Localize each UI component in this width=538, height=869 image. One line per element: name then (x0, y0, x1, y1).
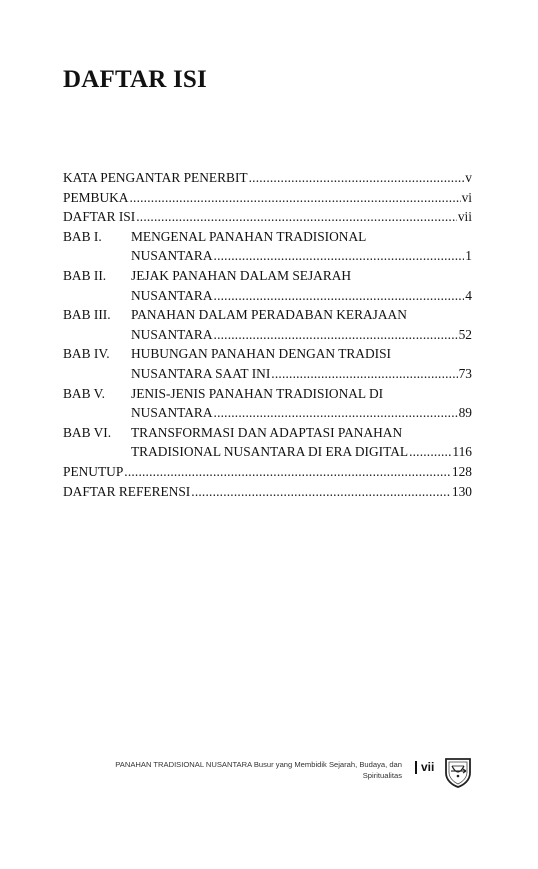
toc-page-number: 128 (451, 463, 472, 479)
table-of-contents (63, 168, 472, 501)
toc-page-number: 89 (458, 405, 472, 421)
chapter-title-line2: NUSANTARA (131, 287, 213, 303)
toc-entry-kata-pengantar[interactable] (63, 168, 472, 188)
archery-shield-icon (443, 756, 473, 788)
toc-entry-bab-2[interactable] (63, 266, 472, 305)
chapter-number: BAB III. (63, 307, 111, 323)
chapter-title-line1: HUBUNGAN PANAHAN DENGAN TRADISI (131, 346, 392, 362)
toc-page-number: v (465, 170, 472, 185)
dot-leader (214, 246, 465, 266)
chapter-number: BAB IV. (63, 346, 110, 362)
chapter-number: BAB V. (63, 385, 105, 401)
chapter-title-line1: JEJAK PANAHAN DALAM SEJARAH (131, 267, 352, 283)
toc-page-number: 4 (465, 287, 472, 303)
toc-entry-bab-6[interactable] (63, 423, 472, 462)
toc-page-number: vi (461, 189, 472, 205)
dot-leader (249, 168, 465, 188)
chapter-title-line2: TRADISIONAL NUSANTARA DI ERA DIGITAL (131, 444, 409, 460)
chapter-title-line1: PANAHAN DALAM PERADABAN KERAJAAN (131, 307, 407, 323)
footer-divider (415, 761, 417, 774)
toc-entry-daftar-referensi[interactable] (63, 482, 472, 502)
dot-leader (214, 286, 465, 306)
chapter-number: BAB VI. (63, 424, 112, 440)
dot-leader (191, 482, 451, 502)
dot-leader (214, 403, 458, 423)
toc-entry-label: PENUTUP (63, 463, 124, 479)
toc-page-number: 116 (452, 444, 472, 460)
toc-entry-bab-4[interactable] (63, 344, 472, 383)
toc-page-number: 73 (458, 365, 472, 381)
toc-entry-penutup[interactable] (63, 462, 472, 482)
toc-page-number: 130 (451, 483, 472, 499)
dot-leader (136, 207, 457, 227)
footer-book-title: PANAHAN TRADISIONAL NUSANTARA Busur yang Membidik Sejarah, Budaya, dan Spiritualitas (115, 760, 402, 780)
dot-leader (271, 364, 457, 384)
footer-page-number: vii (421, 760, 435, 774)
chapter-title-line2: NUSANTARA SAAT INI (131, 365, 271, 381)
chapter-number: BAB I. (63, 228, 102, 244)
chapter-title-line1: TRANSFORMASI DAN ADAPTASI PANAHAN (131, 424, 403, 440)
chapter-title-line1: JENIS-JENIS PANAHAN TRADISIONAL DI (131, 385, 384, 401)
dot-leader (129, 188, 460, 208)
dot-leader (124, 462, 451, 482)
dot-leader (409, 442, 451, 462)
chapter-number: BAB II. (63, 267, 107, 283)
toc-entry-label: KATA PENGANTAR PENERBIT (63, 170, 248, 185)
dot-leader (214, 325, 458, 345)
toc-entry-label: DAFTAR REFERENSI (63, 483, 191, 499)
page-footer (60, 756, 472, 792)
toc-page-number: vii (457, 209, 472, 225)
chapter-title-line1: MENGENAL PANAHAN TRADISIONAL (131, 228, 367, 244)
toc-entry-bab-1[interactable] (63, 227, 472, 266)
page-title: DAFTAR ISI (63, 66, 207, 93)
toc-page-number: 52 (458, 326, 472, 342)
toc-entry-daftar-isi[interactable] (63, 207, 472, 227)
toc-entry-label: PEMBUKA (63, 189, 129, 205)
chapter-title-line2: NUSANTARA (131, 405, 213, 421)
toc-entry-bab-5[interactable] (63, 384, 472, 423)
toc-page-number: 1 (465, 248, 472, 264)
toc-entry-bab-3[interactable] (63, 305, 472, 344)
chapter-title-line2: NUSANTARA (131, 248, 213, 264)
toc-entry-pembuka[interactable] (63, 188, 472, 208)
chapter-title-line2: NUSANTARA (131, 326, 213, 342)
toc-entry-label: DAFTAR ISI (63, 209, 136, 225)
